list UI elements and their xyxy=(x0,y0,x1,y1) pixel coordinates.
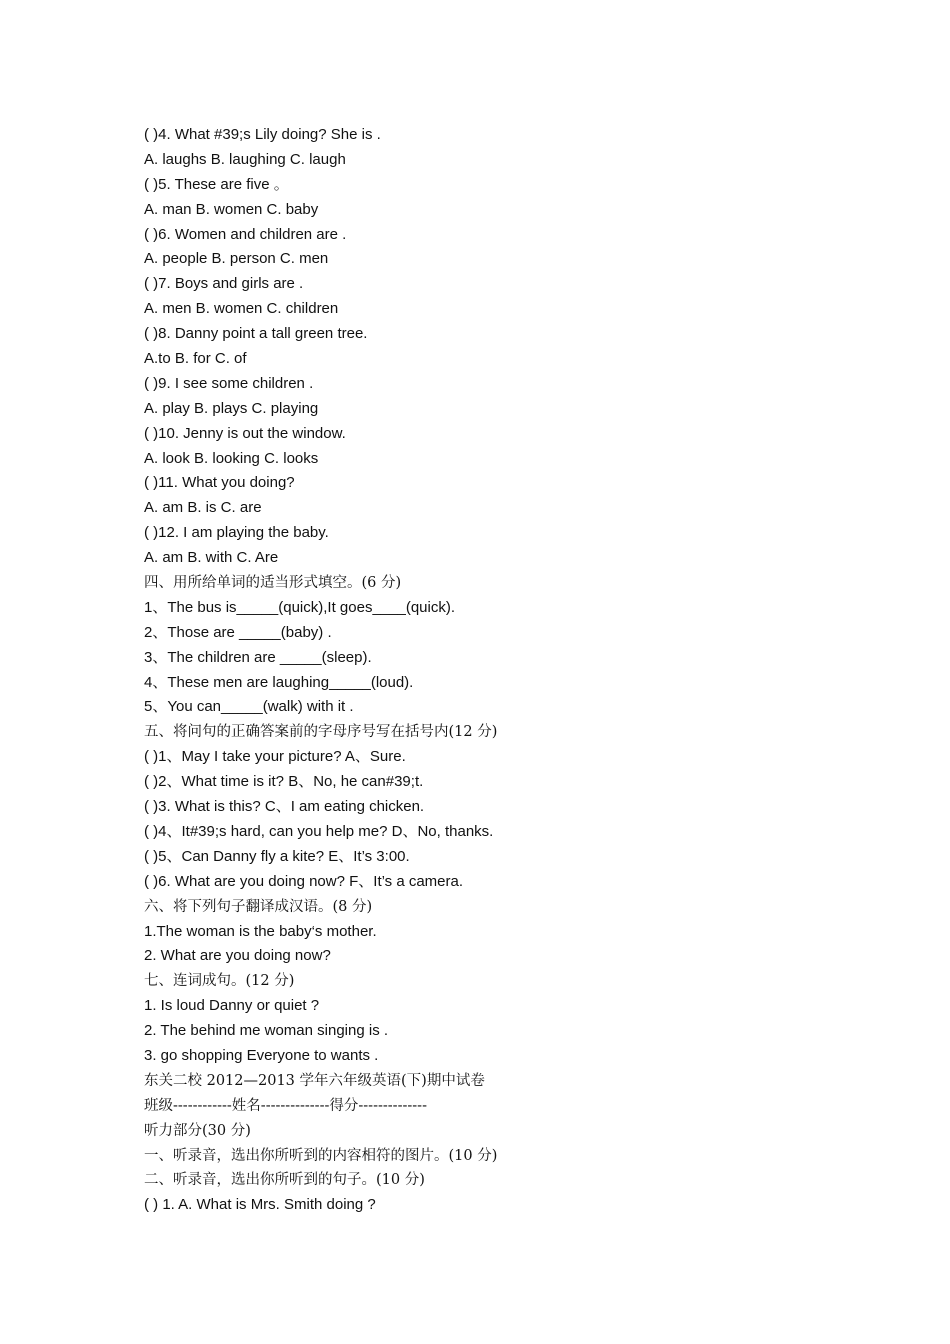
text-line: 四、用所给单词的适当形式填空。(6 分) xyxy=(144,575,402,592)
text-line: 1. Is loud Danny or quiet ? xyxy=(144,997,320,1015)
text-line: 班级------------姓名--------------得分-------------- xyxy=(144,1097,427,1114)
text-line: 4、These men are laughing_____(loud). xyxy=(144,673,414,691)
text-line: A. look B. looking C. looks xyxy=(144,449,319,467)
text-line: ( ) 1. A. What is Mrs. Smith doing ? xyxy=(144,1196,376,1214)
text-line: 七、连词成句。(12 分) xyxy=(144,973,295,990)
text-line: 2. What are you doing now? xyxy=(144,947,331,965)
text-line: 听力部分(30 分) xyxy=(144,1122,251,1139)
text-line: ( )3. What is this? C、I am eating chicken. xyxy=(144,798,425,816)
text-line: 六、将下列句子翻译成汉语。(8 分) xyxy=(144,898,373,915)
text-line: ( )5、Can Danny fly a kite? E、It’s 3:00. xyxy=(144,847,410,865)
text-line: ( )10. Jenny is out the window. xyxy=(144,424,346,442)
text-line: ( )9. I see some children . xyxy=(144,374,314,392)
text-line: ( )1、May I take your picture? A、Sure. xyxy=(144,748,406,766)
text-line: 1.The woman is the baby‘s mother. xyxy=(144,922,377,940)
text-line: ( )2、What time is it? B、No, he can#39;t. xyxy=(144,773,424,791)
text-line: ( )6. Women and children are . xyxy=(144,225,347,243)
text-line: ( )4. What #39;s Lily doing? She is . xyxy=(144,126,381,143)
text-line: A.to B. for C. of xyxy=(144,350,247,368)
text-line: 1、The bus is_____(quick),It goes____(quick). xyxy=(144,598,456,616)
text-line: A. am B. is C. are xyxy=(144,499,262,517)
text-line: A. men B. women C. children xyxy=(144,300,339,318)
text-line: ( )5. These are five 。 xyxy=(144,175,289,193)
text-line: 3、The children are _____(sleep). xyxy=(144,648,372,666)
text-line: ( )8. Danny point a tall green tree. xyxy=(144,325,368,343)
text-line: ( )11. What you doing? xyxy=(144,474,295,492)
text-line: 二、听录音，选出你所听到的句子。(10 分) xyxy=(144,1172,425,1189)
text-line: 2、Those are _____(baby) . xyxy=(144,623,332,641)
text-line: ( )6. What are you doing now? F、It’s a camera. xyxy=(144,872,464,890)
text-line: 3. go shopping Everyone to wants . xyxy=(144,1046,379,1064)
text-line: A. people B. person C. men xyxy=(144,250,329,268)
text-line: ( )12. I am playing the baby. xyxy=(144,524,329,542)
text-line: 一、听录音，选出你所听到的内容相符的图片。(10 分) xyxy=(144,1147,498,1164)
text-line: 五、将问句的正确答案前的字母序号写在括号内(12 分) xyxy=(144,724,498,741)
text-line: ( )4、It#39;s hard, can you help me? D、No, thanks. xyxy=(144,822,494,840)
text-line: A. laughs B. laughing C. laugh xyxy=(144,150,346,168)
text-line: 东关二校 2012—2013 学年六年级英语(下)期中试卷 xyxy=(144,1072,485,1089)
text-line: A. play B. plays C. playing xyxy=(144,399,319,417)
document-body xyxy=(144,123,844,1218)
text-line: 2. The behind me woman singing is . xyxy=(144,1022,389,1040)
text-line: A. man B. women C. baby xyxy=(144,200,319,218)
text-line: ( )7. Boys and girls are . xyxy=(144,275,304,293)
text-line: A. am B. with C. Are xyxy=(144,549,279,567)
text-line: 5、You can_____(walk) with it . xyxy=(144,698,354,716)
